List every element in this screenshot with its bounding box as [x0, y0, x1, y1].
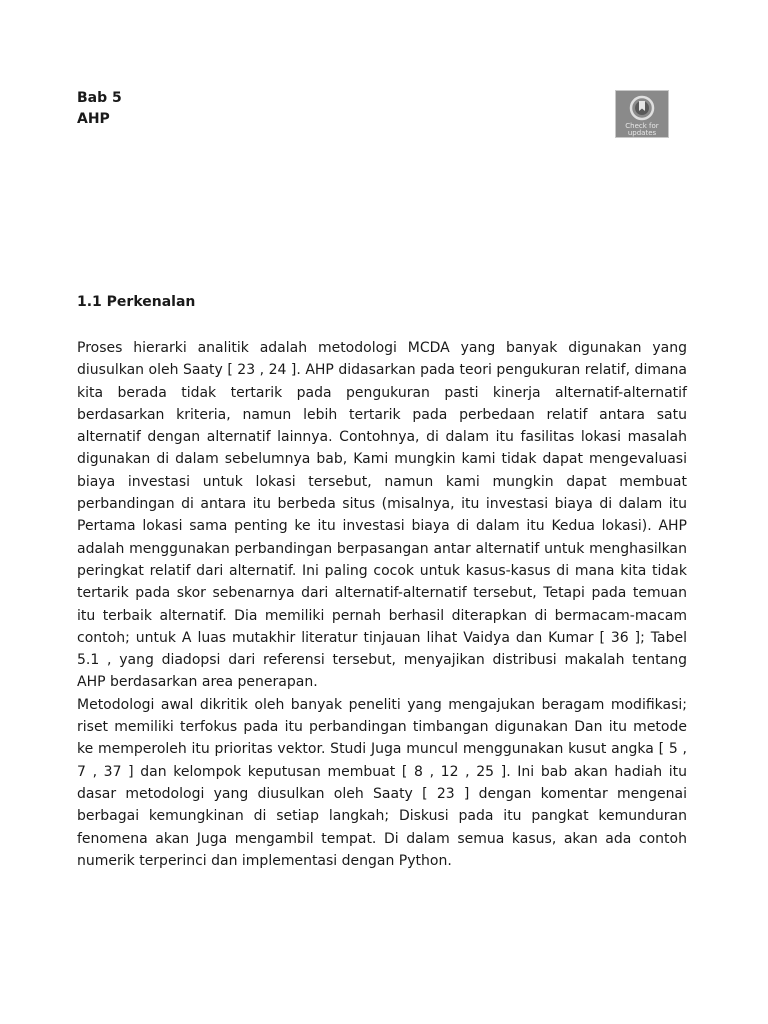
- section-heading: 1.1 Perkenalan: [77, 294, 196, 310]
- badge-label-line1: Check for: [625, 122, 659, 130]
- badge-label-line2: updates: [627, 129, 657, 137]
- paragraph: Proses hierarki analitik adalah metodologi MCDA yang banyak digunakan yang diusulkan oleh Saaty [ 23 , 24 ]. AHP didasarkan pada teori pengukuran relatif, dimana kita berada tidak tertarik pada pengukuran pasti kinerja alternatif-alternatif berdasarkan kriteria, namun lebih tertarik pada perbedaan relatif antara satu alternatif dengan alternatif lainnya. Contohnya, di dalam itu fasilitas lokasi masalah digunakan di dalam sebelumnya bab, Kami mungkin kami tidak dapat mengevaluasi biaya investasi untuk lokasi tersebut, namun kami mungkin dapat membuat perbandingan di antara itu berbeda situs (misalnya, itu investasi biaya di dalam itu Pertama lokasi sama penting ke itu investasi biaya di dalam itu Kedua lokasi). AHP adalah menggunakan perbandingan berpasangan antar alternatif untuk menghasilkan peringkat relatif dari alternatif. Ini paling cocok untuk kasus-kasus di mana kita tidak tertarik pada skor sebenarnya dari alternatif-alternatif tersebut, Tetapi pada temuan itu terbaik alternatif. Dia memiliki pernah berhasil diterapkan di bermacam-macam contoh; untuk A luas mutakhir literatur tinjauan lihat Vaidya dan Kumar [ 36 ]; Tabel 5.1 , yang diadopsi dari referensi tersebut, menyajikan distribusi makalah tentang AHP berdasarkan area penerapan.: [77, 340, 687, 691]
- badge-label: [618, 123, 666, 137]
- chapter-label: Bab 5: [77, 90, 122, 106]
- check-for-updates-icon: [629, 95, 655, 121]
- check-for-updates-badge[interactable]: [615, 90, 669, 138]
- body-text: [77, 337, 687, 872]
- chapter-title: AHP: [77, 111, 110, 127]
- paragraph: Metodologi awal dikritik oleh banyak peneliti yang mengajukan beragam modifikasi; riset memiliki terfokus pada itu perbandingan timbangan digunakan Dan itu metode ke memperoleh itu prioritas vektor. Studi Juga muncul menggunakan kusut angka [ 5 , 7 , 37 ] dan kelompok keputusan membuat [ 8 , 12 , 25 ]. Ini bab akan hadiah itu dasar metodologi yang diusulkan oleh Saaty [ 23 ] dengan komentar mengenai berbagai kemungkinan di setiap langkah; Diskusi pada itu pangkat kemunduran fenomena akan Juga mengambil tempat. Di dalam semua kasus, akan ada contoh numerik terperinci dan implementasi dengan Python.: [77, 696, 687, 869]
